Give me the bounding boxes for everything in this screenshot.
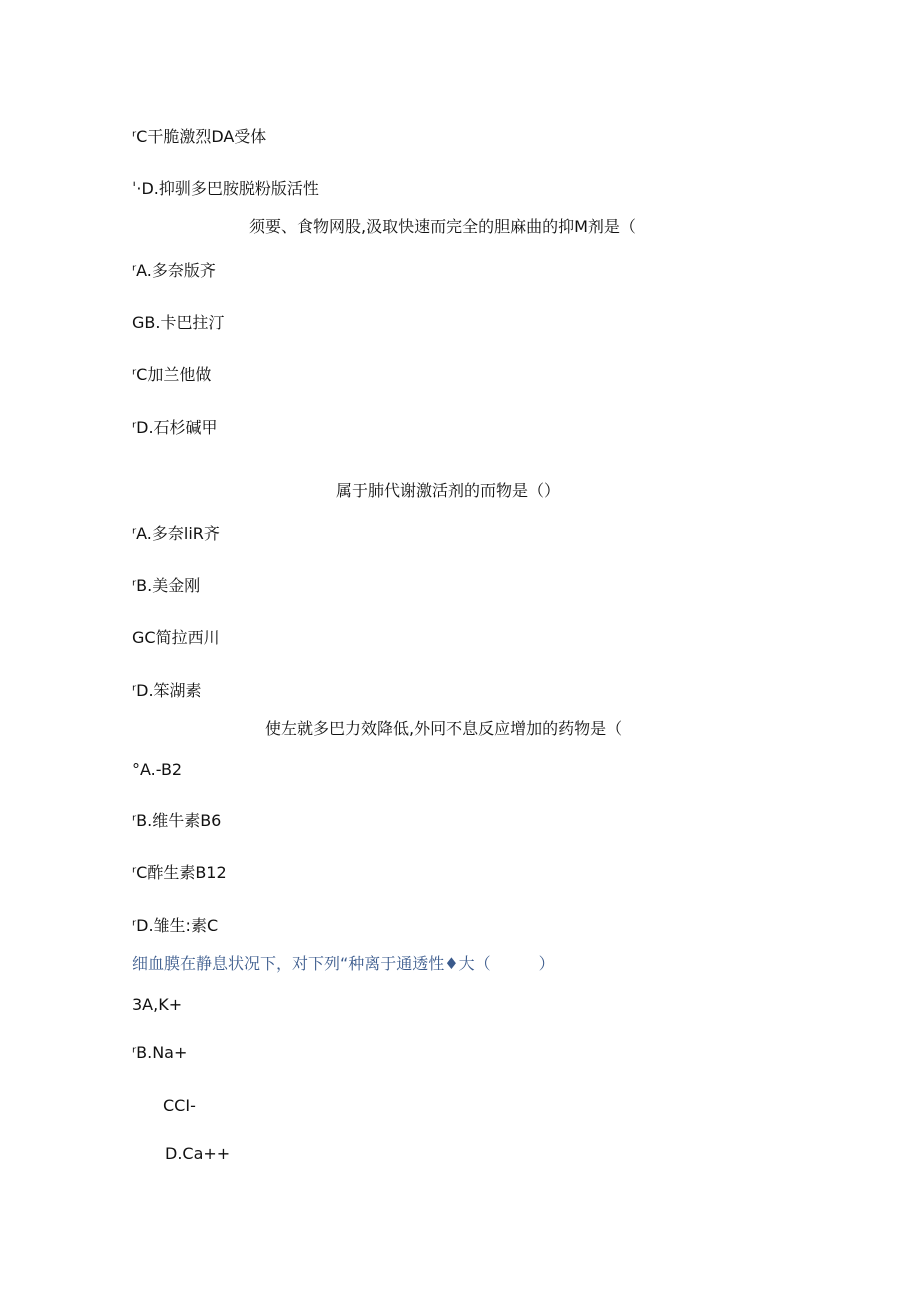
option-d-text: ʳD.笨湖素 — [132, 681, 202, 700]
option-a-text: ʳA.多奈liR齐 — [132, 524, 220, 543]
option-c-text: CCI- — [163, 1096, 196, 1115]
option-b-text: GB.卡巴拄汀 — [132, 313, 225, 332]
option-a-text: 3A,K+ — [132, 995, 183, 1014]
option-d-text: D.Ca++ — [165, 1144, 231, 1163]
option-c-text: GC简拉西川 — [132, 628, 220, 647]
option-d-text: ʳD.雏生:素C — [132, 916, 219, 935]
question-text: 属于肺代谢激活剂的而物是（） — [336, 481, 561, 500]
question-text: 细血膜在静息状况下，对下列“种离于通透性♦大（ ） — [132, 954, 555, 973]
question-text: 须要、食物网股,汲取快速而完全的胆麻曲的抑M剂是（ — [249, 217, 636, 236]
option-c-text: ʳC加兰他做 — [132, 365, 212, 384]
option-d-text: ʳD.石杉碱甲 — [132, 418, 218, 437]
option-c-text: ʳC干脆激烈DA受体 — [132, 127, 267, 146]
option-c-text: ʳC酢生素B12 — [132, 863, 227, 882]
option-b-text: ʳB.维牛素B6 — [132, 811, 222, 830]
option-b-text: ʳB.Na+ — [132, 1043, 188, 1062]
option-b-text: ʳB.美金刚 — [132, 576, 201, 595]
question-text: 使左就多巴力效降低,外冋不息反应增加的药物是（ — [265, 719, 623, 738]
option-a-text: °A.-B2 — [132, 760, 183, 779]
option-d-text: ˈ·D.抑驯多巴胺脱粉版活性 — [132, 179, 319, 198]
option-a-text: ʳA.多奈版齐 — [132, 261, 216, 280]
